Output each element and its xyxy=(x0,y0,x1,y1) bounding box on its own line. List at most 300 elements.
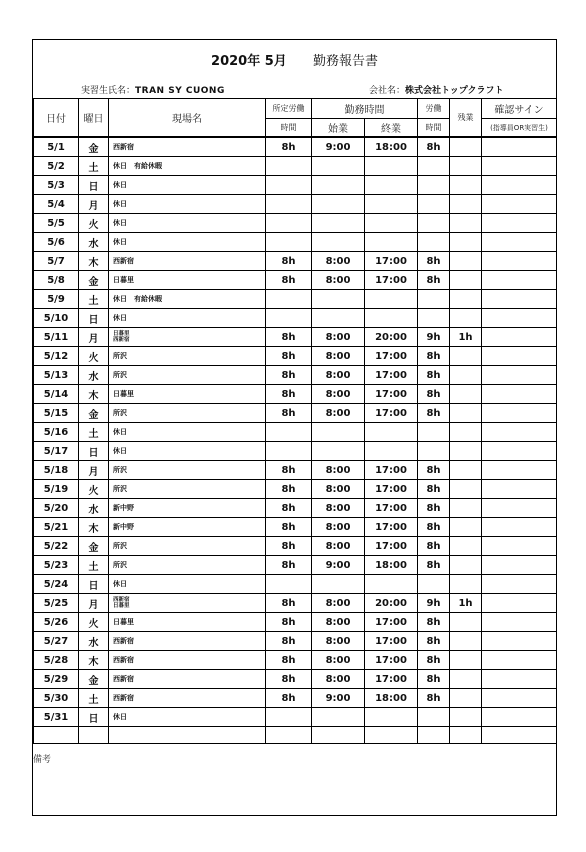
end-time-cell xyxy=(365,708,418,727)
confirm-sign-cell xyxy=(482,480,557,499)
confirm-sign-cell xyxy=(482,613,557,632)
labor-hours-cell: 8h xyxy=(418,271,450,290)
dow-cell: 火 xyxy=(79,480,109,499)
date-cell: 5/31 xyxy=(34,708,79,727)
labor-hours-cell: 8h xyxy=(418,651,450,670)
end-time-cell: 17:00 xyxy=(365,537,418,556)
table-row xyxy=(34,708,557,727)
date-cell: 5/9 xyxy=(34,290,79,309)
start-time-cell: 9:00 xyxy=(312,556,365,575)
start-time-cell: 8:00 xyxy=(312,613,365,632)
scheduled-hours-cell: 8h xyxy=(266,594,312,613)
end-time-cell xyxy=(365,233,418,252)
end-time-cell: 17:00 xyxy=(365,461,418,480)
overtime-cell xyxy=(450,214,482,233)
date-cell: 5/30 xyxy=(34,689,79,708)
trainee-name: TRAN SY CUONG xyxy=(135,86,225,96)
date-cell: 5/5 xyxy=(34,214,79,233)
dow-cell: 木 xyxy=(79,518,109,537)
overtime-cell xyxy=(450,290,482,309)
date-cell: 5/24 xyxy=(34,575,79,594)
end-time-cell xyxy=(365,176,418,195)
confirm-sign-cell xyxy=(482,708,557,727)
overtime-cell xyxy=(450,157,482,176)
scheduled-hours-cell xyxy=(266,575,312,594)
confirm-sign-cell xyxy=(482,518,557,537)
labor-hours-cell: 8h xyxy=(418,461,450,480)
col-start-header: 始業 xyxy=(312,119,365,138)
labor-hours-cell: 8h xyxy=(418,613,450,632)
start-time-cell: 8:00 xyxy=(312,404,365,423)
table-row xyxy=(34,537,557,556)
col-dow-header: 曜日 xyxy=(79,99,109,138)
start-time-cell: 8:00 xyxy=(312,347,365,366)
site-cell: 日暮里 xyxy=(109,271,266,290)
scheduled-hours-cell: 8h xyxy=(266,385,312,404)
date-cell: 5/3 xyxy=(34,176,79,195)
dow-cell: 日 xyxy=(79,309,109,328)
confirm-sign-cell xyxy=(482,632,557,651)
labor-hours-cell: 8h xyxy=(418,252,450,271)
company-label: 会社名： xyxy=(369,86,406,96)
empty-cell xyxy=(34,727,79,744)
date-cell: 5/20 xyxy=(34,499,79,518)
overtime-cell xyxy=(450,176,482,195)
scheduled-hours-cell: 8h xyxy=(266,670,312,689)
overtime-cell xyxy=(450,385,482,404)
scheduled-hours-cell xyxy=(266,176,312,195)
scheduled-hours-cell xyxy=(266,214,312,233)
empty-cell xyxy=(482,727,557,744)
scheduled-hours-cell xyxy=(266,442,312,461)
overtime-cell xyxy=(450,252,482,271)
trainee-label: 実習生氏名： xyxy=(81,86,136,96)
start-time-cell xyxy=(312,290,365,309)
table-row xyxy=(34,689,557,708)
overtime-cell xyxy=(450,195,482,214)
table-row xyxy=(34,651,557,670)
site-cell: 休日 xyxy=(109,214,266,233)
site-cell: 所沢 xyxy=(109,480,266,499)
start-time-cell: 8:00 xyxy=(312,632,365,651)
dow-cell: 水 xyxy=(79,499,109,518)
confirm-sign-cell xyxy=(482,385,557,404)
start-time-cell: 8:00 xyxy=(312,651,365,670)
scheduled-hours-cell: 8h xyxy=(266,137,312,157)
site-cell: 所沢 xyxy=(109,347,266,366)
table-row xyxy=(34,137,557,157)
end-time-cell: 17:00 xyxy=(365,670,418,689)
overtime-cell xyxy=(450,271,482,290)
dow-cell: 土 xyxy=(79,290,109,309)
site-cell: 休日 xyxy=(109,233,266,252)
overtime-cell xyxy=(450,347,482,366)
dow-cell: 木 xyxy=(79,252,109,271)
overtime-cell xyxy=(450,480,482,499)
start-time-cell xyxy=(312,708,365,727)
date-cell: 5/12 xyxy=(34,347,79,366)
overtime-cell xyxy=(450,518,482,537)
labor-hours-cell: 9h xyxy=(418,328,450,347)
end-time-cell: 17:00 xyxy=(365,347,418,366)
date-cell: 5/16 xyxy=(34,423,79,442)
trainee-name-line xyxy=(81,83,225,96)
site-cell: 所沢 xyxy=(109,537,266,556)
table-row xyxy=(34,214,557,233)
dow-cell: 日 xyxy=(79,708,109,727)
empty-cell xyxy=(266,727,312,744)
confirm-sign-cell xyxy=(482,442,557,461)
overtime-cell xyxy=(450,575,482,594)
confirm-sign-cell xyxy=(482,137,557,157)
confirm-sign-cell xyxy=(482,575,557,594)
scheduled-hours-cell xyxy=(266,233,312,252)
col-confirm-header: 確認サイン xyxy=(482,99,557,119)
table-row xyxy=(34,309,557,328)
labor-hours-cell: 8h xyxy=(418,137,450,157)
start-time-cell: 8:00 xyxy=(312,518,365,537)
overtime-cell xyxy=(450,708,482,727)
dow-cell: 金 xyxy=(79,137,109,157)
scheduled-hours-cell xyxy=(266,195,312,214)
table-row xyxy=(34,176,557,195)
empty-cell xyxy=(450,727,482,744)
attendance-table xyxy=(33,98,557,744)
table-row xyxy=(34,366,557,385)
scheduled-hours-cell xyxy=(266,423,312,442)
confirm-sign-cell xyxy=(482,366,557,385)
end-time-cell: 20:00 xyxy=(365,328,418,347)
start-time-cell: 8:00 xyxy=(312,328,365,347)
dow-cell: 金 xyxy=(79,404,109,423)
confirm-sign-cell xyxy=(482,556,557,575)
scheduled-hours-cell: 8h xyxy=(266,271,312,290)
start-time-cell xyxy=(312,575,365,594)
start-time-cell xyxy=(312,233,365,252)
table-row xyxy=(34,233,557,252)
site-cell: 日暮里 xyxy=(109,385,266,404)
table-body xyxy=(34,137,557,744)
dow-cell: 月 xyxy=(79,594,109,613)
scheduled-hours-cell: 8h xyxy=(266,366,312,385)
dow-cell: 土 xyxy=(79,556,109,575)
end-time-cell: 17:00 xyxy=(365,252,418,271)
start-time-cell: 8:00 xyxy=(312,461,365,480)
site-cell: 休日 有給休暇 xyxy=(109,157,266,176)
end-time-cell: 17:00 xyxy=(365,499,418,518)
confirm-sign-cell xyxy=(482,214,557,233)
date-cell: 5/25 xyxy=(34,594,79,613)
end-time-cell xyxy=(365,309,418,328)
scheduled-hours-cell: 8h xyxy=(266,518,312,537)
overtime-cell xyxy=(450,404,482,423)
date-cell: 5/11 xyxy=(34,328,79,347)
labor-hours-cell: 8h xyxy=(418,347,450,366)
table-row xyxy=(34,480,557,499)
col-date-header: 日付 xyxy=(34,99,79,138)
date-cell: 5/2 xyxy=(34,157,79,176)
confirm-sign-cell xyxy=(482,594,557,613)
table-row xyxy=(34,271,557,290)
confirm-sign-cell xyxy=(482,157,557,176)
scheduled-hours-cell: 8h xyxy=(266,404,312,423)
start-time-cell: 8:00 xyxy=(312,366,365,385)
table-row xyxy=(34,461,557,480)
end-time-cell: 18:00 xyxy=(365,556,418,575)
site-cell: 休日 xyxy=(109,423,266,442)
labor-hours-cell xyxy=(418,176,450,195)
overtime-cell: 1h xyxy=(450,328,482,347)
date-cell: 5/13 xyxy=(34,366,79,385)
site-cell: 西新宿 xyxy=(109,632,266,651)
scheduled-hours-cell: 8h xyxy=(266,537,312,556)
overtime-cell xyxy=(450,613,482,632)
start-time-cell: 8:00 xyxy=(312,252,365,271)
dow-cell: 月 xyxy=(79,461,109,480)
date-cell: 5/18 xyxy=(34,461,79,480)
confirm-sign-cell xyxy=(482,651,557,670)
company-name: 株式会社トップクラフト xyxy=(405,86,504,96)
site-cell: 休日 xyxy=(109,309,266,328)
dow-cell: 日 xyxy=(79,442,109,461)
overtime-cell xyxy=(450,423,482,442)
confirm-sign-cell xyxy=(482,537,557,556)
dow-cell: 土 xyxy=(79,157,109,176)
confirm-sign-cell xyxy=(482,176,557,195)
table-row xyxy=(34,404,557,423)
table-row xyxy=(34,556,557,575)
start-time-cell: 8:00 xyxy=(312,271,365,290)
scheduled-hours-cell: 8h xyxy=(266,651,312,670)
labor-hours-cell xyxy=(418,214,450,233)
scheduled-hours-cell: 8h xyxy=(266,252,312,271)
labor-hours-cell xyxy=(418,575,450,594)
date-cell: 5/29 xyxy=(34,670,79,689)
end-time-cell: 17:00 xyxy=(365,404,418,423)
date-cell: 5/26 xyxy=(34,613,79,632)
labor-hours-cell xyxy=(418,233,450,252)
table-row xyxy=(34,594,557,613)
labor-hours-cell xyxy=(418,442,450,461)
confirm-sign-cell xyxy=(482,309,557,328)
labor-hours-cell xyxy=(418,708,450,727)
start-time-cell xyxy=(312,157,365,176)
confirm-sign-cell xyxy=(482,290,557,309)
site-cell: 西新宿 xyxy=(109,670,266,689)
table-header xyxy=(34,99,557,138)
overtime-cell xyxy=(450,689,482,708)
date-cell: 5/4 xyxy=(34,195,79,214)
col-scheduled-header-bottom: 時間 xyxy=(266,119,312,138)
start-time-cell: 8:00 xyxy=(312,499,365,518)
labor-hours-cell xyxy=(418,423,450,442)
date-cell: 5/19 xyxy=(34,480,79,499)
table-row xyxy=(34,518,557,537)
scheduled-hours-cell xyxy=(266,708,312,727)
scheduled-hours-cell xyxy=(266,290,312,309)
work-report-sheet xyxy=(32,39,557,816)
date-cell: 5/15 xyxy=(34,404,79,423)
end-time-cell xyxy=(365,157,418,176)
empty-cell xyxy=(79,727,109,744)
labor-hours-cell: 8h xyxy=(418,385,450,404)
scheduled-hours-cell: 8h xyxy=(266,632,312,651)
overtime-cell xyxy=(450,537,482,556)
end-time-cell xyxy=(365,423,418,442)
site-cell: 新中野 xyxy=(109,499,266,518)
date-cell: 5/21 xyxy=(34,518,79,537)
date-cell: 5/17 xyxy=(34,442,79,461)
start-time-cell: 8:00 xyxy=(312,480,365,499)
site-cell xyxy=(109,594,266,613)
date-cell: 5/6 xyxy=(34,233,79,252)
end-time-cell xyxy=(365,290,418,309)
overtime-cell xyxy=(450,651,482,670)
start-time-cell: 8:00 xyxy=(312,594,365,613)
document-title: 勤務報告書 xyxy=(312,54,378,69)
site-cell: 西新宿 xyxy=(109,689,266,708)
col-overtime-header: 残業 xyxy=(450,99,482,138)
labor-hours-cell: 8h xyxy=(418,556,450,575)
table-row xyxy=(34,328,557,347)
labor-hours-cell: 8h xyxy=(418,632,450,651)
dow-cell: 月 xyxy=(79,195,109,214)
labor-hours-cell: 8h xyxy=(418,480,450,499)
end-time-cell: 17:00 xyxy=(365,632,418,651)
dow-cell: 木 xyxy=(79,385,109,404)
overtime-cell: 1h xyxy=(450,594,482,613)
start-time-cell: 8:00 xyxy=(312,385,365,404)
site-cell: 所沢 xyxy=(109,366,266,385)
labor-hours-cell: 8h xyxy=(418,670,450,689)
labor-hours-cell: 8h xyxy=(418,518,450,537)
empty-row xyxy=(34,727,557,744)
scheduled-hours-cell xyxy=(266,157,312,176)
table-row xyxy=(34,290,557,309)
confirm-sign-cell xyxy=(482,271,557,290)
site-cell: 休日 xyxy=(109,176,266,195)
table-row xyxy=(34,613,557,632)
table-row xyxy=(34,347,557,366)
labor-hours-cell: 8h xyxy=(418,404,450,423)
scheduled-hours-cell: 8h xyxy=(266,480,312,499)
start-time-cell xyxy=(312,195,365,214)
end-time-cell xyxy=(365,442,418,461)
confirm-sign-cell xyxy=(482,195,557,214)
site-cell: 所沢 xyxy=(109,556,266,575)
end-time-cell: 17:00 xyxy=(365,651,418,670)
overtime-cell xyxy=(450,366,482,385)
end-time-cell: 17:00 xyxy=(365,366,418,385)
end-time-cell: 18:00 xyxy=(365,137,418,157)
end-time-cell: 17:00 xyxy=(365,518,418,537)
end-time-cell: 20:00 xyxy=(365,594,418,613)
table-row xyxy=(34,575,557,594)
dow-cell: 土 xyxy=(79,423,109,442)
end-time-cell: 17:00 xyxy=(365,271,418,290)
dow-cell: 火 xyxy=(79,613,109,632)
end-time-cell: 17:00 xyxy=(365,385,418,404)
site-cell: 西新宿 xyxy=(109,651,266,670)
labor-hours-cell: 8h xyxy=(418,366,450,385)
start-time-cell xyxy=(312,442,365,461)
overtime-cell xyxy=(450,632,482,651)
overtime-cell xyxy=(450,556,482,575)
scheduled-hours-cell: 8h xyxy=(266,347,312,366)
labor-hours-cell: 8h xyxy=(418,689,450,708)
scheduled-hours-cell: 8h xyxy=(266,328,312,347)
dow-cell: 金 xyxy=(79,670,109,689)
scheduled-hours-cell xyxy=(266,309,312,328)
dow-cell: 木 xyxy=(79,651,109,670)
dow-cell: 土 xyxy=(79,689,109,708)
col-worktime-header: 勤務時間 xyxy=(312,99,418,119)
labor-hours-cell: 9h xyxy=(418,594,450,613)
overtime-cell xyxy=(450,309,482,328)
dow-cell: 水 xyxy=(79,632,109,651)
overtime-cell xyxy=(450,670,482,689)
labor-hours-cell: 8h xyxy=(418,537,450,556)
site-cell: 休日 xyxy=(109,708,266,727)
date-cell: 5/8 xyxy=(34,271,79,290)
scheduled-hours-cell: 8h xyxy=(266,461,312,480)
labor-hours-cell xyxy=(418,195,450,214)
confirm-sign-cell xyxy=(482,347,557,366)
end-time-cell: 17:00 xyxy=(365,480,418,499)
site-cell: 休日 xyxy=(109,575,266,594)
site-cell: 休日 xyxy=(109,442,266,461)
overtime-cell xyxy=(450,442,482,461)
site-cell: 休日 有給休暇 xyxy=(109,290,266,309)
site-cell: 日暮里 xyxy=(109,613,266,632)
col-labor-header-top: 労働 xyxy=(418,99,450,119)
site-cell: 西新宿 xyxy=(109,252,266,271)
scheduled-hours-cell: 8h xyxy=(266,613,312,632)
end-time-cell xyxy=(365,575,418,594)
overtime-cell xyxy=(450,137,482,157)
end-time-cell: 17:00 xyxy=(365,613,418,632)
site-cell: 所沢 xyxy=(109,461,266,480)
remarks-label: 備考 xyxy=(33,755,52,765)
dow-cell: 金 xyxy=(79,537,109,556)
labor-hours-cell xyxy=(418,157,450,176)
table-row xyxy=(34,499,557,518)
site-name-2: 西新宿 xyxy=(113,337,130,343)
site-cell: 所沢 xyxy=(109,404,266,423)
empty-cell xyxy=(109,727,266,744)
site-cell xyxy=(109,328,266,347)
date-cell: 5/7 xyxy=(34,252,79,271)
dow-cell: 火 xyxy=(79,347,109,366)
start-time-cell: 8:00 xyxy=(312,537,365,556)
start-time-cell: 8:00 xyxy=(312,670,365,689)
scheduled-hours-cell: 8h xyxy=(266,556,312,575)
table-row xyxy=(34,252,557,271)
start-time-cell: 9:00 xyxy=(312,137,365,157)
dow-cell: 水 xyxy=(79,366,109,385)
confirm-sign-cell xyxy=(482,328,557,347)
col-labor-header-bottom: 時間 xyxy=(418,119,450,138)
confirm-sign-cell xyxy=(482,423,557,442)
date-cell: 5/10 xyxy=(34,309,79,328)
dow-cell: 月 xyxy=(79,328,109,347)
table-row xyxy=(34,632,557,651)
col-scheduled-header-top: 所定労働 xyxy=(266,99,312,119)
start-time-cell xyxy=(312,214,365,233)
start-time-cell xyxy=(312,423,365,442)
dow-cell: 金 xyxy=(79,271,109,290)
site-name-2: 日暮里 xyxy=(113,603,130,609)
